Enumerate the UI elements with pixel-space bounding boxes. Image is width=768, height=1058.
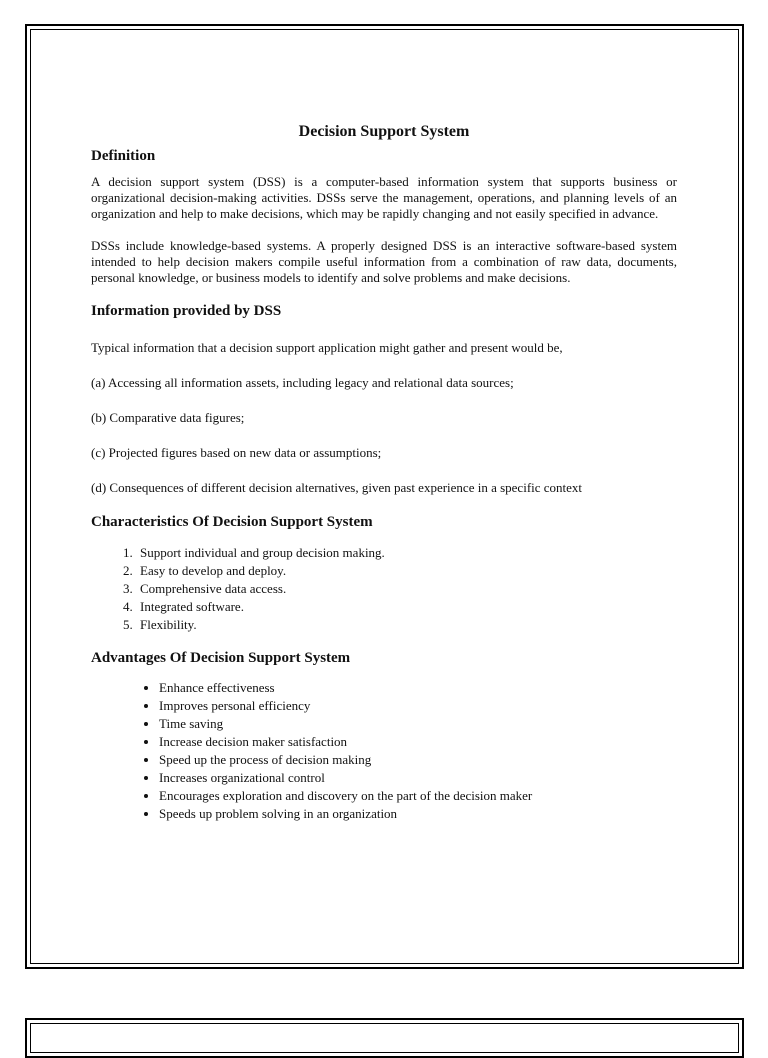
list-item: 4. Integrated software. <box>136 598 677 616</box>
advantages-heading: Advantages Of Decision Support System <box>91 650 351 666</box>
list-item: 2. Easy to develop and deploy. <box>136 562 677 580</box>
characteristics-list <box>91 544 677 634</box>
information-item: (b) Comparative data figures; <box>91 410 245 425</box>
information-intro: Typical information that a decision support application might gather and present would be, <box>91 340 563 355</box>
advantages-list <box>91 679 677 823</box>
definition-heading: Definition <box>91 148 156 164</box>
list-item: 5. Flexibility. <box>136 616 677 634</box>
information-item: (d) Consequences of different decision alternatives, given past experience in a specific context <box>91 480 583 495</box>
characteristics-heading: Characteristics Of Decision Support System <box>91 514 373 530</box>
list-item: 1. Support individual and group decision making. <box>136 544 677 562</box>
list-item: • Enhance effectiveness <box>159 679 677 697</box>
definition-paragraph-1: A decision support system (DSS) is a computer-based information system that supports business or organizational decision-making activities. DSSs serve the management, operations, and planning levels of an organization and help to make decisions, which may be rapidly changing and not easily specified in advance. <box>91 174 677 221</box>
list-item: • Encourages exploration and discovery on the part of the decision maker <box>159 787 677 805</box>
list-item: • Increases organizational control <box>159 769 677 787</box>
list-item: • Increase decision maker satisfaction <box>159 733 677 751</box>
information-item: (c) Projected figures based on new data or assumptions; <box>91 445 382 460</box>
definition-paragraph-2: DSSs include knowledge-based systems. A properly designed DSS is an interactive software-based system intended to help decision makers compile useful information from a combination of raw data, documents, personal knowledge, or business models to identify and solve problems and make decisions. <box>91 238 677 285</box>
information-item: (a) Accessing all information assets, including legacy and relational data sources; <box>91 375 514 390</box>
document-title: Decision Support System <box>298 123 470 140</box>
list-item: • Speed up the process of decision making <box>159 751 677 769</box>
list-item: • Improves personal efficiency <box>159 697 677 715</box>
page-content <box>91 122 677 823</box>
information-heading: Information provided by DSS <box>91 303 282 319</box>
next-page-border <box>25 1018 744 1058</box>
next-page-border-inner <box>30 1023 739 1053</box>
list-item: • Time saving <box>159 715 677 733</box>
list-item: • Speeds up problem solving in an organization <box>159 805 677 823</box>
list-item: 3. Comprehensive data access. <box>136 580 677 598</box>
